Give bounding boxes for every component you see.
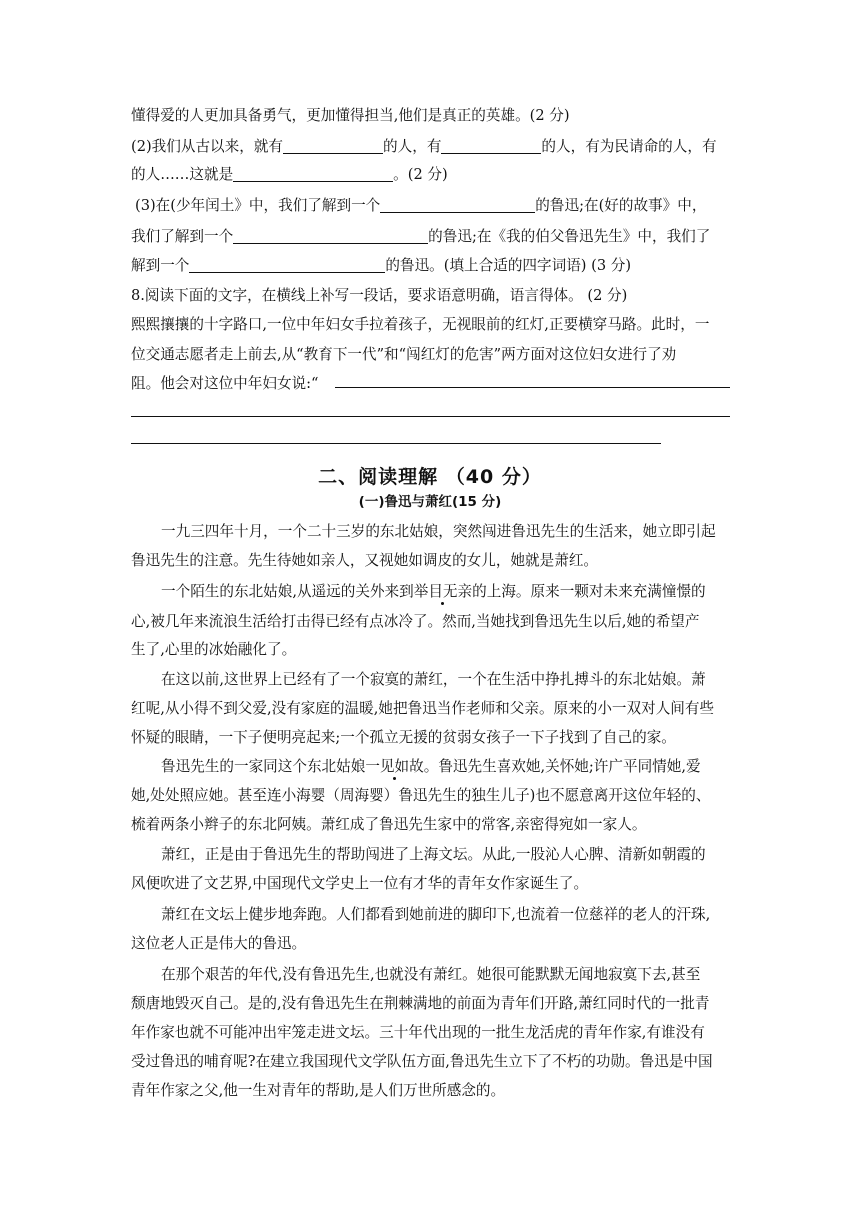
question-7-3-line2: 我们了解到一个 的鲁迅;在《我的伯父鲁迅先生》中，我们了 <box>131 228 711 245</box>
question-8-text-line3: 阻。他会对这位中年妇女说:“ <box>131 375 319 392</box>
passage-line: 在这以前,这世界上已经有了一个寂寞的萧红，一个在生活中挣扎搏斗的东北姑娘。萧 <box>161 671 706 688</box>
question-7-1-tail: 懂得爱的人更加具备勇气，更加懂得担当,他们是真正的英雄。(2 分) <box>131 107 570 124</box>
question-8-text-line1: 熙熙攘攘的十字路口,一位中年妇女手拉着孩子，无视眼前的红灯,正要横穿马路。此时，一 <box>131 316 710 333</box>
passage-line: 心,被几年来流浪生活给打击得已经有点冰冷了。然而,当她找到鲁迅先生以后,她的希望产 <box>131 613 700 630</box>
passage-line: 受过鲁迅的哺育呢?在建立我国现代文学队伍方面,鲁迅先生立下了不朽的功勋。鲁迅是中国 <box>131 1053 713 1070</box>
passage-line: 她,处处照应她。甚至连小海婴（周海婴）鲁迅先生的独生儿子)也不愿意离开这位年轻的、 <box>131 787 711 804</box>
passage-line: 生了,心里的冰始融化了。 <box>131 641 297 658</box>
passage-line: 鲁迅先生的注意。先生待她如亲人，又视她如调皮的女儿，她就是萧红。 <box>131 552 599 569</box>
answer-blank[interactable] <box>233 228 428 244</box>
question-7-2-line2: 的人……这就是 。(2 分) <box>131 166 448 183</box>
passage-line: 萧红在文坛上健步地奔跑。人们都看到她前进的脚印下,也流着一位慈祥的老人的汗珠, <box>161 906 711 923</box>
answer-line[interactable] <box>131 443 661 444</box>
question-7-3-line1: (3)在(少年闰土》中，我们了解到一个 的鲁迅;在(好的故事》中， <box>135 197 707 214</box>
answer-blank[interactable] <box>380 197 535 213</box>
question-7-3-line3: 解到一个 的鲁迅。(填上合适的四字词语) (3 分) <box>131 257 632 274</box>
dotted-phrase: 举目无亲 <box>413 583 473 600</box>
passage-line: 这位老人正是伟大的鲁迅。 <box>131 935 307 952</box>
answer-line[interactable] <box>131 416 730 417</box>
passage-line: 梳着两条小辫子的东北阿姨。萧红成了鲁迅先生家中的常客,亲密得宛如一家人。 <box>131 816 647 833</box>
answer-blank[interactable] <box>233 166 393 182</box>
passage-line: 怀疑的眼睛，一下子便明亮起来;一个孤立无援的贫弱女孩子一下子找到了自己的家。 <box>131 729 676 746</box>
dotted-phrase: 一见如故 <box>365 758 424 775</box>
question-8-text-line2: 位交通志愿者走上前去,从“教育下一代”和“闯红灯的危害”两方面对这位妇女进行了劝 <box>131 346 677 363</box>
passage-line: 红呢,从小得不到父爱,没有家庭的温暖,她把鲁迅当作老师和父亲。原来的小一双对人间有些 <box>131 700 715 717</box>
passage-line: 风便吹进了文艺界,中国现代文学史上一位有才华的青年女作家诞生了。 <box>131 875 589 892</box>
passage-line: 一九三四年十月，一个二十三岁的东北姑娘，突然闯进鲁迅先生的生活来，她立即引起 <box>161 523 716 540</box>
section-heading: 二、阅读理解 （40 分） <box>318 466 542 488</box>
answer-blank[interactable] <box>283 138 383 154</box>
passage-line: 青年作家之父,他一生对青年的帮助,是人们万世所感念的。 <box>131 1082 506 1099</box>
answer-blank[interactable] <box>441 138 541 154</box>
passage-line: 萧红，正是由于鲁迅先生的帮助闯进了上海文坛。从此,一股沁人心脾、清新如朝霞的 <box>161 846 706 863</box>
passage-line: 年作家也就不可能冲出牢笼走进文坛。三十年代出现的一批生龙活虎的青年作家,有谁没有 <box>131 1024 705 1041</box>
answer-line[interactable] <box>335 387 730 388</box>
passage-line: 鲁迅先生的一家同这个东北姑娘一见如故。鲁迅先生喜欢她,关怀她;许广平同情她,爱 <box>161 758 701 775</box>
passage-line: 颓唐地毁灭自己。是的,没有鲁迅先生在荆棘满地的前面为青年们开路,萧红同时代的一批青 <box>131 995 710 1012</box>
question-8-title: 8.阅读下面的文字，在横线上补写一段话，要求语意明确，语言得体。 (2 分) <box>131 287 628 304</box>
passage-line: 一个陌生的东北姑娘,从遥远的关外来到举目无亲的上海。原来一颗对未来充满憧憬的 <box>161 583 706 600</box>
question-7-2-line1: (2)我们从古以来，就有 的人，有 的人，有为民请命的人，有 <box>131 138 717 155</box>
section-subheading: (一)鲁迅与萧红(15 分) <box>358 494 502 510</box>
passage-line: 在那个艰苦的年代,没有鲁迅先生,也就没有萧红。她很可能默默无闻地寂寞下去,甚至 <box>161 966 701 983</box>
answer-blank[interactable] <box>189 257 385 273</box>
